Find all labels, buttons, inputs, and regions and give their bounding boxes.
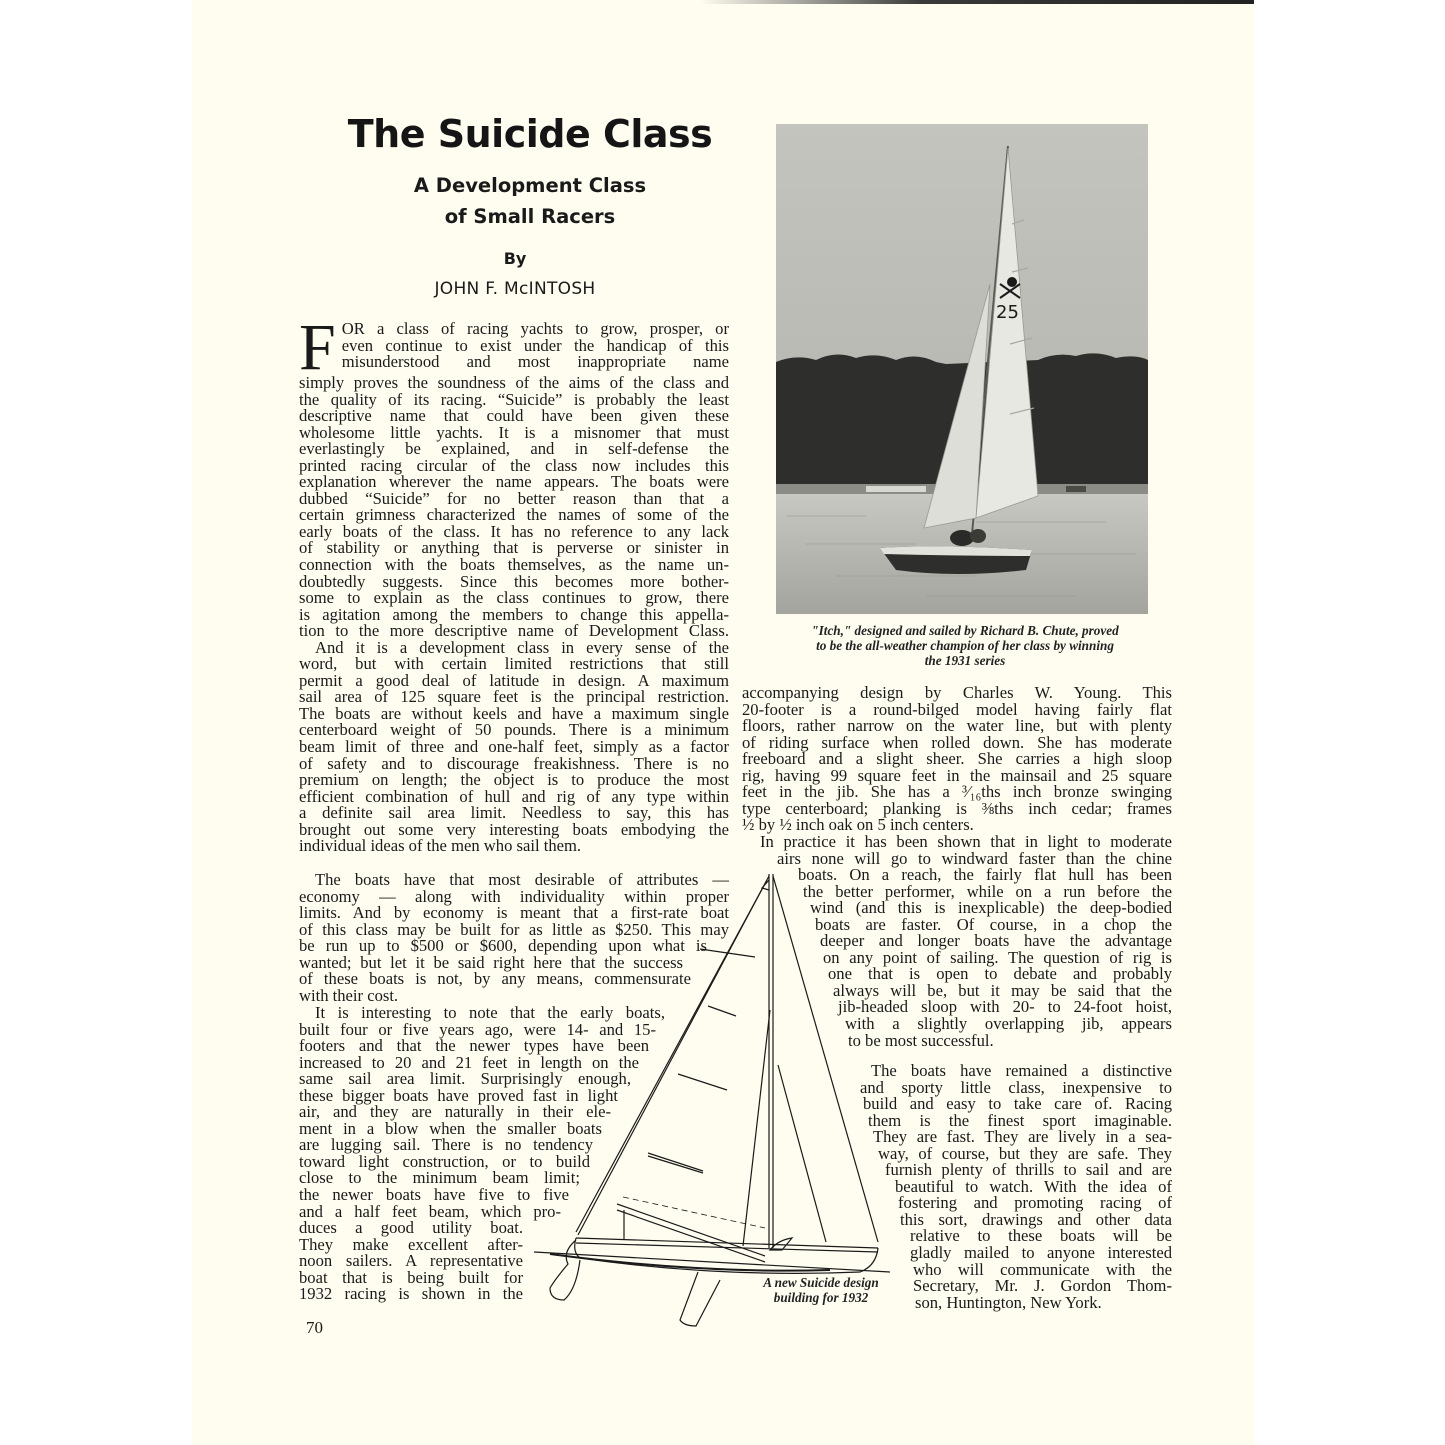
text-line: toward light construction, or to build (299, 1151, 590, 1171)
page-top-edge-shadow (700, 0, 1254, 4)
text-line: is agitation among the members to change this appella- (299, 604, 729, 624)
text-line: sail area of 125 square feet is the principal restriction. (299, 687, 729, 707)
caption-line: the 1931 series (924, 652, 1006, 668)
article-subtitle (300, 170, 760, 232)
text-line: deeper and longer boats have the advantage (820, 931, 1172, 951)
text-line: are lugging sail. There is no tendency (299, 1135, 593, 1155)
text-line: be run up to $500 or $600, depending upon what is (299, 936, 707, 956)
text-line: build and easy to take care of. Racing (863, 1094, 1172, 1114)
text-line: The boats are without keels and have a maximum single (299, 703, 729, 723)
text-line: same sail area limit. Surprisingly enough, (299, 1069, 631, 1089)
text-line: of these boats is not, by any means, commensurate (299, 969, 691, 989)
text-line: noon sailers. A representative (299, 1251, 523, 1271)
text-line: word, but with certain limited restrictions that still (299, 654, 729, 674)
text-line: misunderstood and most inappropriate name (341, 352, 729, 372)
text-line: one that is open to debate and probably (828, 964, 1172, 984)
text-line: beautiful to watch. With the idea of (895, 1176, 1172, 1196)
text-line: some to explain as the class continues to grow, there (299, 588, 729, 608)
text-line: ½ by ½ inch oak on 5 inch centers. (742, 815, 974, 835)
text-line: way, of course, but they are safe. They (878, 1143, 1172, 1163)
text-line: jib-headed sloop with 20- to 24-foot hoist, (838, 997, 1172, 1017)
text-line: individual ideas of the men who sail them. (299, 836, 582, 856)
subtitle-line-2: of Small Racers (444, 205, 616, 228)
photo-caption (770, 624, 1160, 668)
text-line: of safety and to discourage freakishness. There is no (299, 753, 729, 773)
text-line: economy — along with individuality within proper (299, 886, 729, 906)
text-line: of this class may be built for as little as $250. This may (299, 919, 729, 939)
text-line: floors, rather narrow on the water line, but with plenty (742, 716, 1172, 736)
text-line: OR a class of racing yachts to grow, prosper, or (341, 319, 729, 338)
text-line: connection with the boats themselves, as the name un- (299, 555, 729, 575)
text-line: rig, having 99 square feet in the mainsail and 25 square (742, 765, 1172, 785)
text-line: of stability or anything that is perverse or sinister in (299, 538, 729, 558)
text-line: early boats of the class. It has no reference to any lack (299, 521, 729, 541)
sailboat-photo-image (776, 124, 1148, 614)
text-line: with their cost. (299, 985, 399, 1005)
sailboat-line-drawing (520, 860, 900, 1340)
text-line: a definite sail area limit. Needless to say, this has (299, 803, 729, 823)
text-line: premium on length; the object is to produce the most (299, 770, 729, 790)
text-line: The boats have remained a distinctive (871, 1061, 1172, 1080)
text-line: gladly mailed to anyone interested (910, 1243, 1172, 1263)
caption-line: building for 1932 (773, 1289, 869, 1305)
text-line: the quality of its racing. “Suicide” is probably the least (299, 389, 729, 409)
drawing-caption (756, 1276, 886, 1306)
text-line: with a slightly overlapping jib, appears (845, 1014, 1172, 1034)
byline-by: By (503, 249, 527, 268)
text-line: this sort, drawings and other data (900, 1209, 1172, 1229)
text-line: footers and that the newer types have been (299, 1036, 649, 1056)
text-line: boat that is being built for (299, 1267, 523, 1287)
text-line: furnish plenty of thrills to sail and are (885, 1160, 1172, 1180)
text-line: limits. And by economy is meant that a first-rate boat (299, 903, 729, 923)
text-line: even continue to exist under the handicap of this (341, 335, 729, 355)
text-line: of riding surface when rolled down. She has moderate (742, 732, 1172, 752)
text-line: everlastingly be explained, and in self-defense the (299, 439, 729, 459)
text-line: built four or five years ago, were 14- and 15- (299, 1019, 656, 1039)
sailboat-photo (776, 124, 1148, 614)
text-line: always will be, but it may be said that the (833, 980, 1172, 1000)
byline-author: JOHN F. McINTOSH (434, 279, 596, 299)
text-line: air, and they are naturally in their ele- (299, 1102, 611, 1122)
caption-line: "Itch," designed and sailed by Richard B. Chute, proved (811, 623, 1119, 638)
paragraph-development-class (299, 637, 729, 856)
text-line: son, Huntington, New York. (915, 1292, 1102, 1312)
text-line: fostering and promoting racing of (898, 1193, 1172, 1213)
text-line: They are fast. They are lively in a sea- (873, 1127, 1172, 1147)
article-title: The Suicide Class (347, 112, 713, 156)
paragraph-intro (299, 311, 729, 641)
text-line: the better performer, while on a run before the (803, 881, 1172, 901)
text-line: efficient combination of hull and rig of any type within (299, 786, 729, 806)
text-line: 1932 racing is shown in the (299, 1284, 523, 1304)
text-line: accompanying design by Charles W. Young. This (742, 683, 1172, 702)
text-line: explanation wherever the name appears. The boats were (299, 472, 729, 492)
text-line: doubtedly suggests. Since this becomes more bother- (299, 571, 729, 591)
text-line: boats. On a reach, the fairly flat hull has been (798, 865, 1172, 885)
text-line: who will communicate with the (913, 1259, 1172, 1279)
text-line: wind (and this is inexplicable) the deep-bodied (810, 898, 1172, 918)
text-line: duces a good utility boat. (299, 1218, 523, 1238)
subtitle-line-1: A Development Class (413, 174, 647, 197)
text-line: and sporty little class, inexpensive to (860, 1077, 1172, 1097)
text-line: wholesome little yachts. It is a misnomer that must (299, 422, 729, 442)
text-line: beam limit of three and one-half feet, simply as a factor (299, 737, 729, 757)
page-number: 70 (306, 1318, 323, 1337)
text-line: ment in a blow when the smaller boats (299, 1118, 602, 1138)
sail-number: 25 (996, 302, 1019, 323)
text-line: printed racing circular of the class now includes this (299, 455, 729, 475)
text-line: In practice it has been shown that in light to moderate (760, 832, 1172, 851)
text-line: airs none will go to windward faster than the chine (777, 848, 1172, 868)
text-line: close to the minimum beam limit; (299, 1168, 580, 1188)
text-line: brought out some very interesting boats embodying the (299, 819, 729, 839)
text-line: simply proves the soundness of the aims of the class and (299, 373, 729, 392)
text-line: and a half feet beam, which pro- (299, 1201, 561, 1221)
text-line: The boats have that most desirable of attributes — (315, 870, 729, 889)
text-line: wanted; but let it be said right here that the success (299, 952, 683, 972)
paragraph-design-description (742, 685, 1172, 834)
text-line: feet in the jib. She has a ³⁄₁₆ths inch bronze swinging (742, 782, 1172, 802)
text-line: And it is a development class in every sense of the (315, 637, 729, 657)
text-line: boats are faster. Of course, in a chop the (815, 914, 1172, 934)
text-line: Secretary, Mr. J. Gordon Thom- (913, 1276, 1172, 1296)
text-line: They make excellent after- (299, 1234, 523, 1254)
text-line: centerboard weight of 50 pounds. There is a minimum (299, 720, 729, 740)
caption-line: A new Suicide design (763, 1275, 879, 1290)
text-line: descriptive name that could have been given these (299, 406, 729, 426)
text-line: to be most successful. (848, 1030, 994, 1050)
text-line: freeboard and a slight sheer. She carries a high sloop (742, 749, 1172, 769)
text-line: the newer boats have five to five (299, 1185, 569, 1205)
text-line: permit a good deal of latitude in design. A maximum (299, 670, 729, 690)
text-line: type centerboard; planking is ⅜ths inch cedar; frames (742, 798, 1172, 818)
text-line: relative to these boats will be (910, 1226, 1172, 1246)
caption-line: to be the all-weather champion of her class by winning (816, 637, 1114, 653)
text-line: on any point of sailing. The question of rig is (823, 947, 1172, 967)
text-line: increased to 20 and 21 feet in length on the (299, 1052, 639, 1072)
text-line: certain grimness characterized the names of some of the (299, 505, 729, 525)
drop-cap: F (299, 311, 336, 384)
text-line: 20-footer is a round-bilged model having fairly flat (742, 699, 1172, 719)
text-line: tion to the more descriptive name of Development Class. (299, 621, 729, 641)
text-line: these bigger boats have proved fast in light (299, 1085, 618, 1105)
text-line: them is the finest sport imaginable. (868, 1110, 1172, 1130)
text-line: It is interesting to note that the early boats, (315, 1003, 665, 1022)
column-left-upper (299, 311, 729, 856)
text-line: dubbed “Suicide” for no better reason than that a (299, 488, 729, 508)
